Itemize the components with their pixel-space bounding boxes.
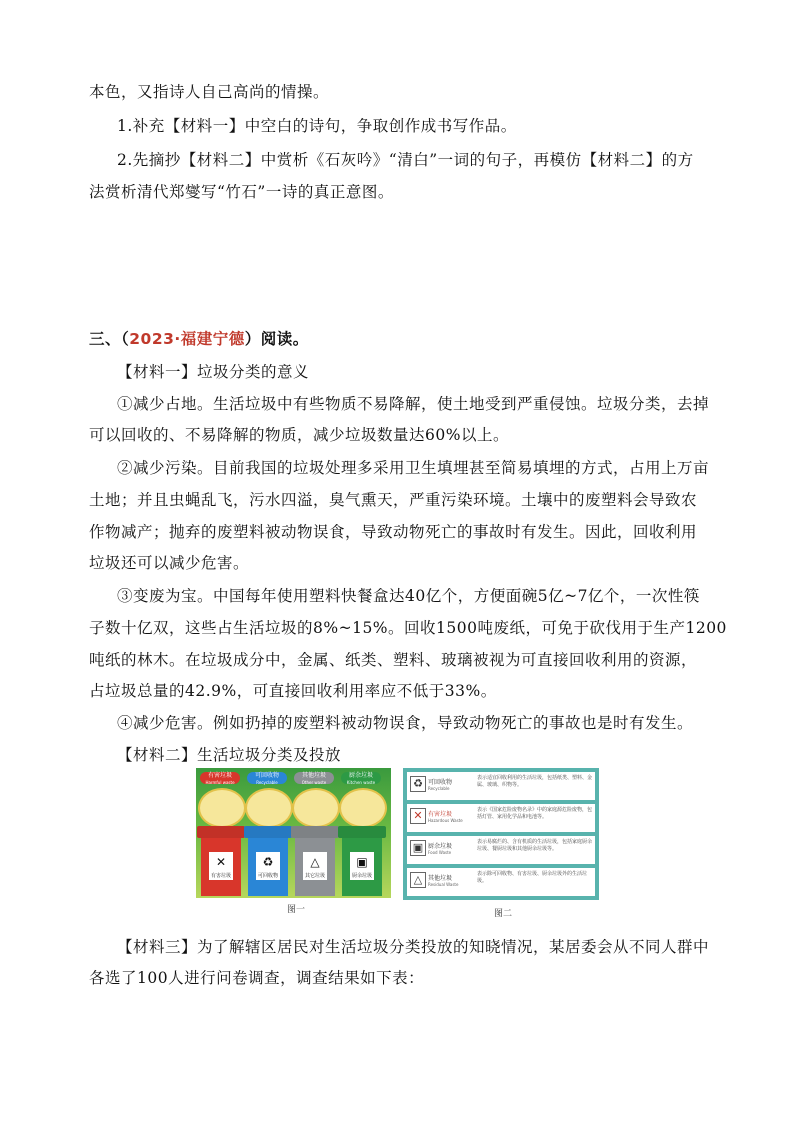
bin-label: 有害垃圾 xyxy=(210,873,231,879)
legend-name: 有害垃圾 xyxy=(428,811,453,818)
hazard-icon: ✕ xyxy=(215,855,227,869)
text-line: 本色，又指诗人自己高尚的情操。 xyxy=(89,83,330,101)
para-1-line-1: ①减少占地。生活垃圾中有些物质不易降解，使土地受到严重侵蚀。垃圾分类，去掉 xyxy=(117,395,710,413)
section-heading xyxy=(89,329,309,349)
recycle-icon: ♻ xyxy=(262,855,274,869)
fig1-cat-en: Kitchen waste xyxy=(346,780,376,785)
fig1-cat-label: 有害垃圾 xyxy=(200,772,240,784)
fig1-cat-en: Recyclable xyxy=(256,780,278,785)
fig1-cat-label: 厨余垃圾 xyxy=(341,772,381,784)
legend-row xyxy=(407,868,595,896)
para-1-line-2: 可以回收的、不易降解的物质，减少垃圾数量达60%以上。 xyxy=(89,426,509,444)
question-2: 2.先摘抄【材料二】中赏析《石灰吟》“清白”一词的句子，再模仿【材料二】的方 xyxy=(117,151,694,169)
para-3-line-3: 吨纸的林木。在垃圾成分中，金属、纸类、塑料、玻璃被视为可直接回收利用的资源， xyxy=(89,651,698,669)
legend-desc: 表示易腐烂的、含有机质的生活垃圾，包括家庭厨余垃圾、餐厨垃圾和其他厨余垃圾等。 xyxy=(477,839,593,852)
figure-2-legend xyxy=(403,768,599,900)
trash-bin-recyclable xyxy=(246,826,290,896)
para-2-line-3: 作物减产；抛弃的废塑料被动物误食，导致动物死亡的事故时有发生。因此，回收利用 xyxy=(89,523,698,541)
waste-items-disc xyxy=(292,788,340,828)
material-3-line-1: 【材料三】为了解辖区居民对生活垃圾分类投放的知晓情况，某居委会从不同人群中 xyxy=(117,938,710,956)
fig1-cat-en: Other waste xyxy=(301,780,327,785)
bin-label: 可回收物 xyxy=(257,873,278,879)
fig1-cat-label: 其他垃圾 xyxy=(294,772,334,784)
hazard-icon: ✕ xyxy=(410,808,426,824)
question-2-cont: 法赏析清代郑燮写“竹石”一诗的真正意图。 xyxy=(89,183,394,201)
residual-icon: △ xyxy=(310,855,320,869)
para-2-line-4: 垃圾还可以减少危害。 xyxy=(89,554,250,572)
material-1-heading: 【材料一】垃圾分类的意义 xyxy=(117,363,310,381)
para-3-line-4: 占垃圾总量的42.9%，可直接回收利用率应不低于33%。 xyxy=(89,682,497,700)
fig1-cat-label: 可回收物 xyxy=(247,772,287,784)
figure-2-caption: 图二 xyxy=(494,909,513,919)
legend-name: 厨余垃圾 xyxy=(428,843,453,850)
legend-en: Hazardous Waste xyxy=(428,818,463,823)
para-2-line-2: 土地；并且虫蝇乱飞，污水四溢，臭气熏天，严重污染环境。土壤中的废塑料会导致农 xyxy=(89,491,698,509)
waste-items-disc xyxy=(198,788,246,828)
recycle-icon: ♻ xyxy=(410,776,426,792)
food-waste-icon: ▣ xyxy=(410,840,426,856)
legend-desc: 表示适宜回收利用的生活垃圾，包括纸类、塑料、金属、玻璃、织物等。 xyxy=(477,775,593,788)
legend-en: Recyclable xyxy=(428,786,450,791)
material-2-heading: 【材料二】生活垃圾分类及投放 xyxy=(117,746,342,764)
legend-en: Food Waste xyxy=(428,850,452,855)
waste-items-disc xyxy=(245,788,293,828)
legend-row xyxy=(407,836,595,864)
legend-row xyxy=(407,804,595,832)
legend-name: 可回收物 xyxy=(428,779,453,786)
section-prefix: 三、（ xyxy=(89,329,130,348)
legend-desc: 表示除可回收物、有害垃圾、厨余垃圾外的生活垃圾。 xyxy=(477,871,588,884)
trash-bin-hazardous xyxy=(199,826,243,896)
residual-icon: △ xyxy=(410,872,426,888)
para-3-line-1: ③变废为宝。中国每年使用塑料快餐盒达40亿个，方便面碗5亿~7亿个，一次性筷 xyxy=(117,587,700,605)
legend-en: Residual Waste xyxy=(428,882,459,887)
section-source: 2023·福建宁德 xyxy=(129,330,245,348)
figure-1-caption: 图一 xyxy=(287,905,306,915)
food-waste-icon: ▣ xyxy=(356,855,368,869)
fig1-cat-en: Harmful waste xyxy=(205,780,235,785)
material-3-line-2: 各选了100人进行问卷调查，调查结果如下表： xyxy=(89,969,425,987)
figure-1-bins xyxy=(196,768,391,898)
legend-desc: 表示《国家危险废物名录》中的家庭源危险废物，包括灯管、家用化学品和电池等。 xyxy=(477,807,593,820)
legend-name: 其他垃圾 xyxy=(428,875,453,882)
legend-row xyxy=(407,772,595,800)
bin-label: 厨余垃圾 xyxy=(351,873,372,879)
bin-label: 其它垃圾 xyxy=(304,873,325,879)
para-2-line-1: ②减少污染。目前我国的垃圾处理多采用卫生填埋甚至简易填埋的方式，占用上万亩 xyxy=(117,459,710,477)
section-suffix: ）阅读。 xyxy=(244,329,309,348)
trash-bin-kitchen xyxy=(340,826,384,896)
para-3-line-2: 子数十亿双，这些占生活垃圾的8%~15%。回收1500吨废纸，可免于砍伐用于生产1200 xyxy=(89,619,727,637)
waste-items-disc xyxy=(339,788,387,828)
question-1: 1.补充【材料一】中空白的诗句，争取创作成书写作品。 xyxy=(117,117,517,135)
para-4: ④减少危害。例如扔掉的废塑料被动物误食，导致动物死亡的事故也是时有发生。 xyxy=(117,714,694,732)
trash-bin-other xyxy=(293,826,337,896)
